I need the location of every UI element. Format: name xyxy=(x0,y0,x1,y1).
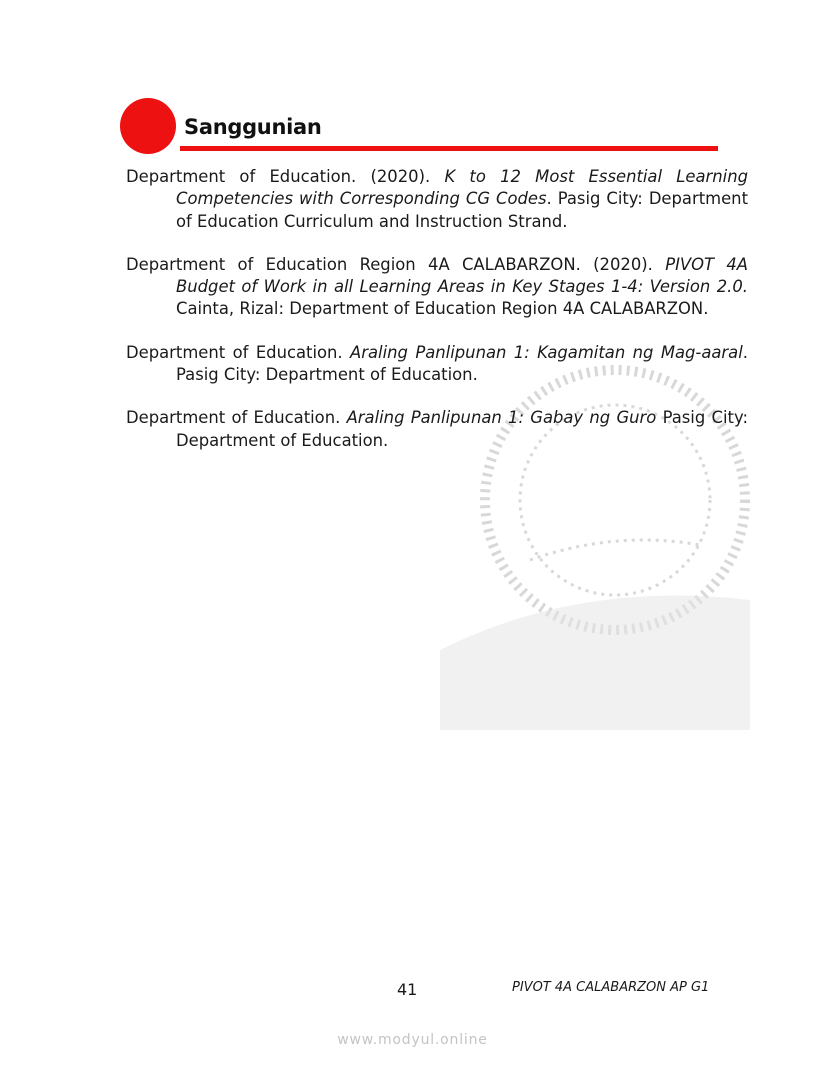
reference-item: Department of Education. Araling Panlipunan 1: Gabay ng Guro Pasig City: Department of Education. xyxy=(126,408,748,450)
reference-item: Department of Education Region 4A CALABARZON. (2020). PIVOT 4A Budget of Work in all Learning Areas in Key Stages 1-4: Version 2.0. Cainta, Rizal: Department of Education Region 4A CALABARZON. xyxy=(126,254,749,319)
site-watermark: www.modyul.online xyxy=(337,1032,488,1048)
reference-item: Department of Education. Araling Panlipunan 1: Kagamitan ng Mag-aaral. Pasig City: Department of Education. xyxy=(126,342,748,385)
reference-list xyxy=(126,166,748,473)
section-title: Sanggunian xyxy=(184,115,322,139)
footer-doc-title: PIVOT 4A CALABARZON AP G1 xyxy=(512,980,710,995)
red-circle-icon xyxy=(120,98,176,154)
reference-item: Department of Education. (2020). K to 12 Most Essential Learning Competencies with Corresponding CG Codes. Pasig City: Department of Education Curriculum and Instruction Strand. xyxy=(126,167,749,231)
heading-underline xyxy=(180,146,718,151)
page-number: 41 xyxy=(397,980,418,999)
section-heading xyxy=(120,98,720,158)
